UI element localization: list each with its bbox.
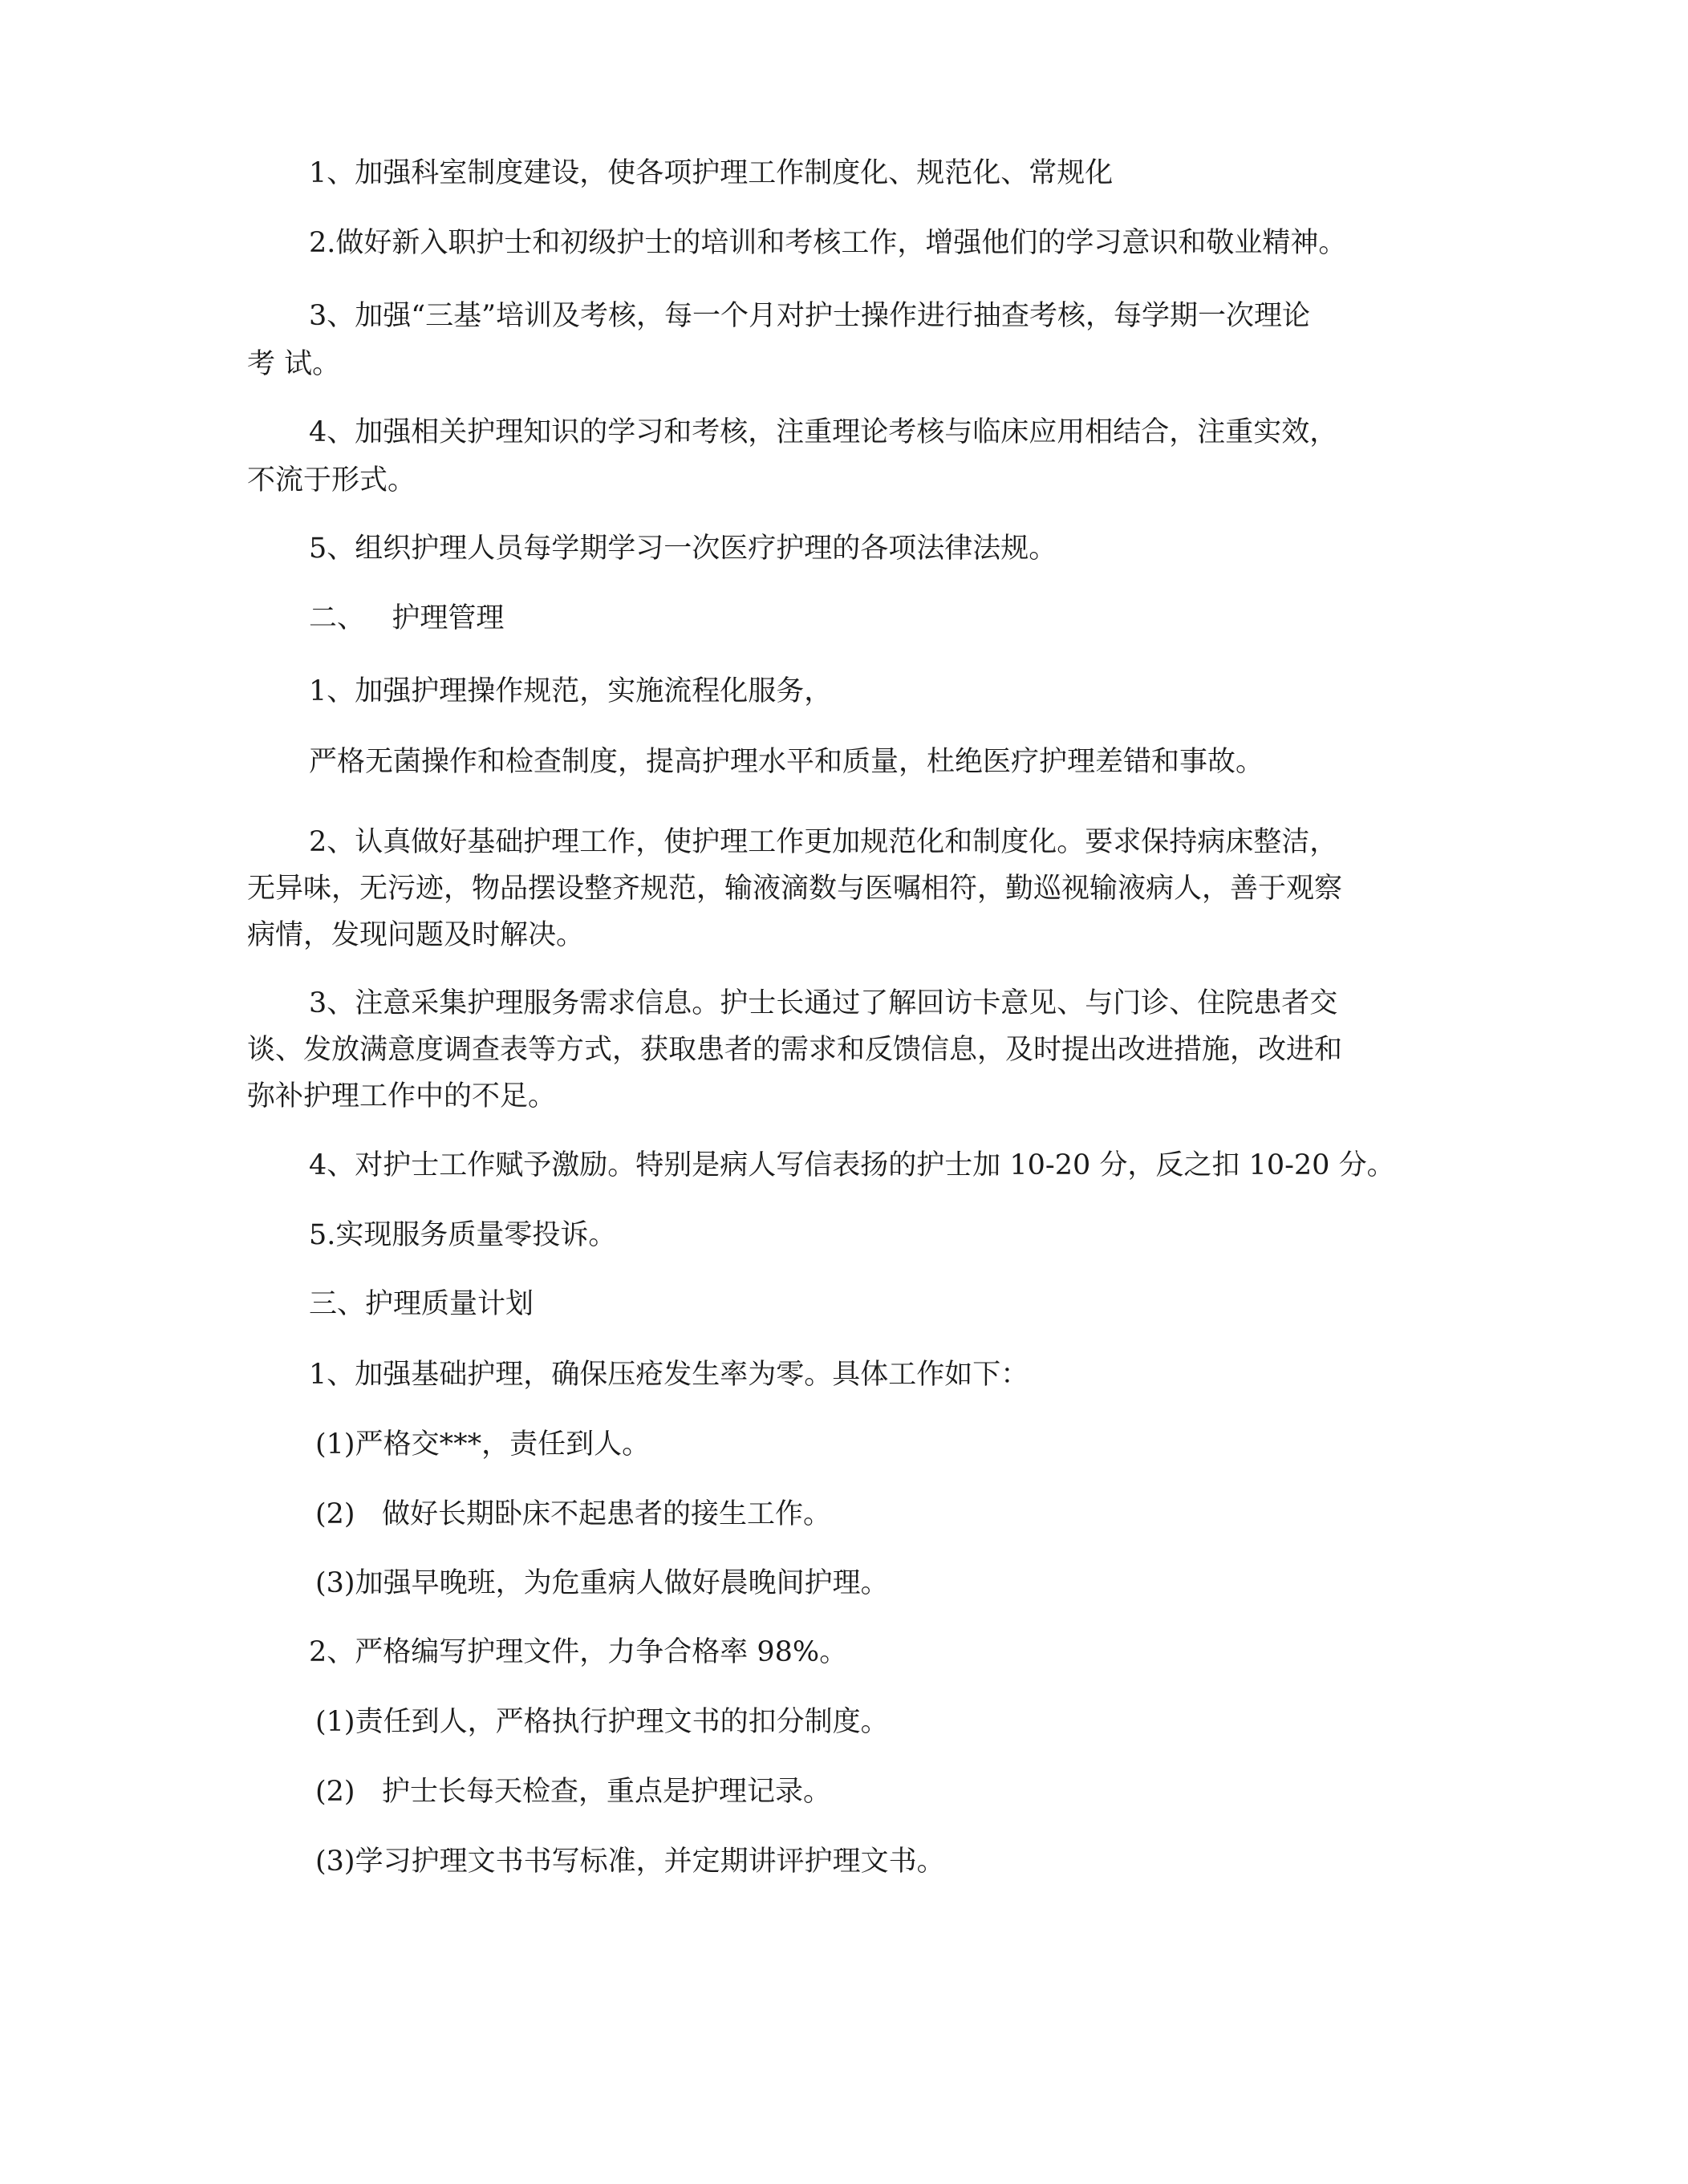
text-line: 严格无菌操作和检查制度，提高护理水平和质量，杜绝医疗护理差错和事故。 — [309, 746, 1264, 778]
text-line: (2) 做好长期卧床不起患者的接生工作。 — [315, 1498, 831, 1530]
text-line: 谈、发放满意度调查表等方式，获取患者的需求和反馈信息，及时提出改进措施，改进和 — [247, 1034, 1343, 1066]
text-line: 无异味，无污迹，物品摆设整齐规范，输液滴数与医嘱相符，勤巡视输液病人，善于观察 — [247, 873, 1343, 905]
text-line: (3)学习护理文书书写标准，并定期讲评护理文书。 — [315, 1846, 945, 1878]
text-line: 1、加强科室制度建设，使各项护理工作制度化、规范化、常规化 — [309, 157, 1114, 189]
text-line: 1、加强护理操作规范，实施流程化服务， — [309, 675, 833, 707]
text-line: (1)责任到人，严格执行护理文书的扣分制度。 — [315, 1706, 889, 1738]
section-heading-text: 三、护理质量计划 — [309, 1288, 534, 1320]
text-line: 5、组织护理人员每学期学习一次医疗护理的各项法律法规。 — [309, 533, 1057, 565]
text-line: 3、注意采集护理服务需求信息。护士长通过了解回访卡意见、与门诊、住院患者交 — [309, 987, 1338, 1019]
text-line: 病情，发现问题及时解决。 — [247, 919, 585, 951]
text-line: (1)严格交***，责任到人。 — [315, 1428, 651, 1461]
text-line: 1、加强基础护理，确保压疮发生率为零。具体工作如下： — [309, 1359, 1029, 1391]
text-line: 不流于形式。 — [247, 464, 416, 496]
text-line: 2、严格编写护理文件，力争合格率 98%。 — [309, 1636, 848, 1668]
text-line: 弥补护理工作中的不足。 — [247, 1080, 557, 1112]
text-line: 考 试。 — [247, 348, 341, 380]
text-line: 2、认真做好基础护理工作，使护理工作更加规范化和制度化。要求保持病床整洁， — [309, 826, 1338, 858]
text-line: 4、加强相关护理知识的学习和考核，注重理论考核与临床应用相结合，注重实效， — [309, 416, 1338, 448]
section-heading-text: 二、 护理管理 — [309, 602, 505, 634]
text-line: 2.做好新入职护士和初级护士的培训和考核工作，增强他们的学习意识和敬业精神。 — [309, 227, 1347, 259]
text-line: 5.实现服务质量零投诉。 — [309, 1219, 617, 1251]
text-line: (3)加强早晚班，为危重病人做好晨晚间护理。 — [315, 1567, 889, 1599]
text-line: (2) 护士长每天检查，重点是护理记录。 — [315, 1776, 831, 1808]
text-line: 3、加强“三基”培训及考核，每一个月对护士操作进行抽查考核，每学期一次理论 — [309, 300, 1311, 332]
text-line: 4、对护士工作赋予激励。特别是病人写信表扬的护士加 10-20 分，反之扣 10-20 分。 — [309, 1149, 1395, 1181]
